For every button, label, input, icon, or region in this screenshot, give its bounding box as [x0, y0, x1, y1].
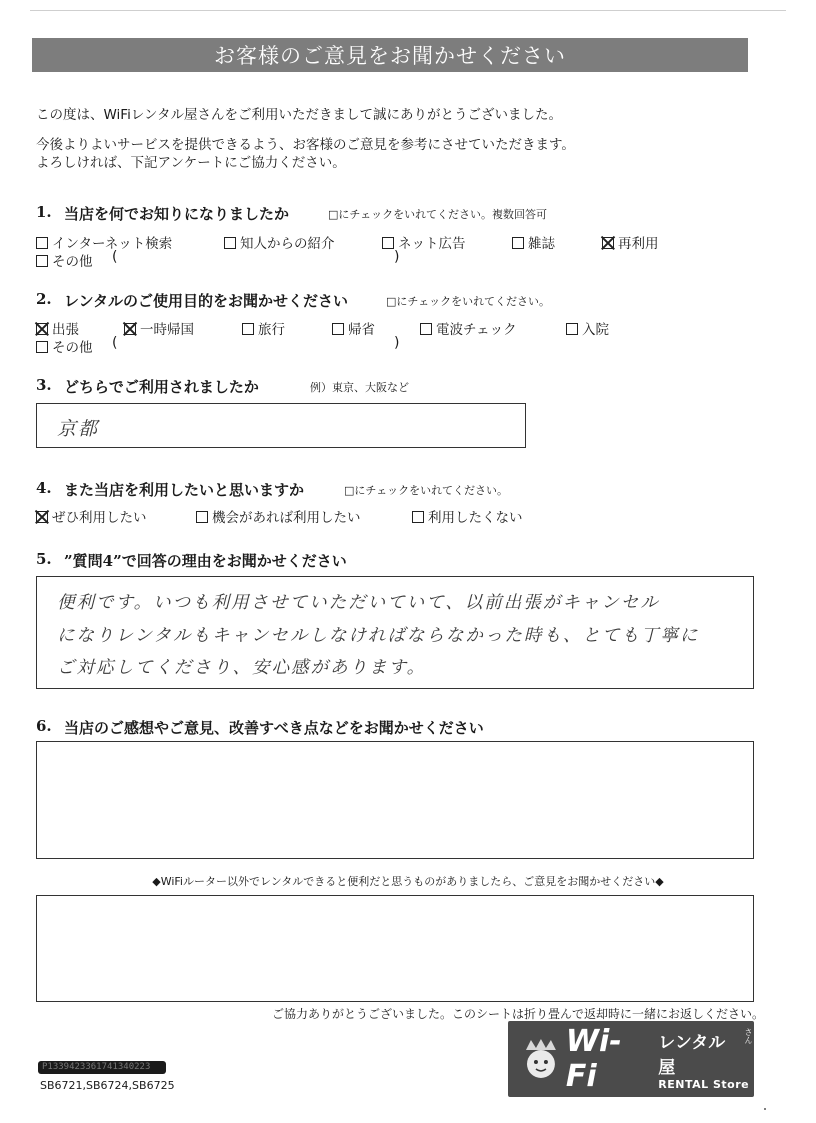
q4-option-definitely[interactable]: ぜひ利用したい — [36, 506, 147, 526]
q5-answer-box[interactable] — [36, 576, 754, 689]
q3-note: 例）東京、大阪など — [310, 381, 409, 394]
q2-option-temporary-return[interactable]: 一時帰国 — [124, 318, 194, 338]
q6-number: 6. — [36, 717, 52, 735]
checked-checkbox-icon[interactable] — [602, 237, 614, 249]
intro-line-2: 今後よりよいサービスを提供できるよう、お客様のご意見を参考にさせていただきます。 — [36, 137, 575, 153]
checkbox-icon[interactable] — [242, 323, 254, 335]
checkbox-icon[interactable] — [512, 237, 524, 249]
checked-checkbox-icon[interactable] — [36, 511, 48, 523]
q2-option-other[interactable]: その他 — [36, 336, 93, 356]
q2-other-paren-open: ( — [112, 335, 118, 351]
q3-answer-box[interactable] — [36, 403, 526, 448]
mascot-icon — [518, 1036, 564, 1082]
q6-answer-box[interactable] — [36, 741, 754, 859]
q3-title: どちらでご利用されましたか — [64, 378, 259, 396]
checkbox-icon[interactable] — [332, 323, 344, 335]
intro-line-1: この度は、WiFiレンタル屋さんをご利用いただきまして誠にありがとうございました。 — [36, 107, 562, 123]
scan-speck — [764, 1108, 766, 1110]
page-title: お客様のご意見をお聞かせください — [32, 38, 748, 72]
tracking-code: P1339423361741340223 — [38, 1061, 166, 1074]
q4-option-if-chance[interactable]: 機会があれば利用したい — [196, 506, 361, 526]
intro-line-3: よろしければ、下記アンケートにご協力ください。 — [36, 155, 346, 171]
checkbox-icon[interactable] — [36, 341, 48, 353]
q5-answer-line-2: になりレンタルもキャンセルしなければならなかった時も、とても丁寧に — [57, 626, 700, 646]
q1-number: 1. — [36, 203, 52, 221]
checked-checkbox-icon[interactable] — [124, 323, 136, 335]
q4-option-no[interactable]: 利用したくない — [412, 506, 523, 526]
q2-option-homecoming[interactable]: 帰省 — [332, 318, 375, 338]
checked-checkbox-icon[interactable] — [36, 323, 48, 335]
q4-number: 4. — [36, 479, 52, 497]
extra-request-box[interactable] — [36, 895, 754, 1002]
q1-option-reuse[interactable]: 再利用 — [602, 232, 659, 252]
scan-edge-line — [30, 10, 786, 11]
checkbox-icon[interactable] — [196, 511, 208, 523]
logo-san-text: さん — [743, 1027, 753, 1044]
checkbox-icon[interactable] — [36, 255, 48, 267]
checkbox-icon[interactable] — [224, 237, 236, 249]
q2-option-hospital[interactable]: 入院 — [566, 318, 609, 338]
q2-option-signal-check[interactable]: 電波チェック — [420, 318, 517, 338]
q4-note: □にチェックをいれてください。 — [344, 484, 509, 497]
checkbox-icon[interactable] — [382, 237, 394, 249]
q2-option-travel[interactable]: 旅行 — [242, 318, 285, 338]
extra-request-note: ◆WiFiルーター以外でレンタルできると便利だと思うものがありましたら、ご意見をお聞かせください◆ — [152, 875, 664, 888]
q1-note: □にチェックをいれてください。複数回答可 — [328, 208, 548, 221]
q1-other-paren-close: ) — [394, 249, 400, 265]
q4-title: また当店を利用したいと思いますか — [64, 481, 305, 499]
product-codes: SB6721,SB6724,SB6725 — [40, 1079, 175, 1092]
checkbox-icon[interactable] — [566, 323, 578, 335]
logo-sub-text: RENTAL Store — [658, 1077, 750, 1091]
q1-title: 当店を何でお知りになりましたか — [64, 205, 290, 223]
q2-option-business-trip[interactable]: 出張 — [36, 318, 79, 338]
q1-other-paren-open: ( — [112, 249, 118, 265]
logo-name-text: レンタル屋 — [658, 1032, 726, 1078]
checkbox-icon[interactable] — [420, 323, 432, 335]
q5-answer-line-1: 便利です。いつも利用させていただいていて、以前出張がキャンセル — [57, 593, 660, 613]
q2-note: □にチェックをいれてください。 — [386, 295, 551, 308]
wifi-rental-logo — [508, 1021, 754, 1097]
q1-option-other[interactable]: その他 — [36, 250, 93, 270]
q5-answer-line-3: ご対応してくださり、安心感があります。 — [57, 658, 427, 678]
q5-title: ”質問4”で回答の理由をお聞かせください — [64, 552, 347, 570]
footer-note: ご協力ありがとうございました。このシートは折り畳んで返却時に一緒にお返しください。 — [272, 1007, 765, 1021]
q2-other-paren-close: ) — [394, 335, 400, 351]
q1-option-ad[interactable]: ネット広告 — [382, 232, 466, 252]
q2-number: 2. — [36, 290, 52, 308]
q1-option-magazine[interactable]: 雑誌 — [512, 232, 555, 252]
q1-option-internet[interactable]: インターネット検索 — [36, 232, 172, 252]
q6-title: 当店のご感想やご意見、改善すべき点などをお聞かせください — [64, 719, 484, 737]
q3-answer-text: 京都 — [57, 418, 100, 440]
checkbox-icon[interactable] — [412, 511, 424, 523]
logo-wifi-text: Wi-Fi — [565, 1024, 622, 1094]
q2-title: レンタルのご使用目的をお聞かせください — [64, 292, 349, 310]
q3-number: 3. — [36, 376, 52, 394]
checkbox-icon[interactable] — [36, 237, 48, 249]
q1-option-friend[interactable]: 知人からの紹介 — [224, 232, 335, 252]
q5-number: 5. — [36, 550, 52, 568]
